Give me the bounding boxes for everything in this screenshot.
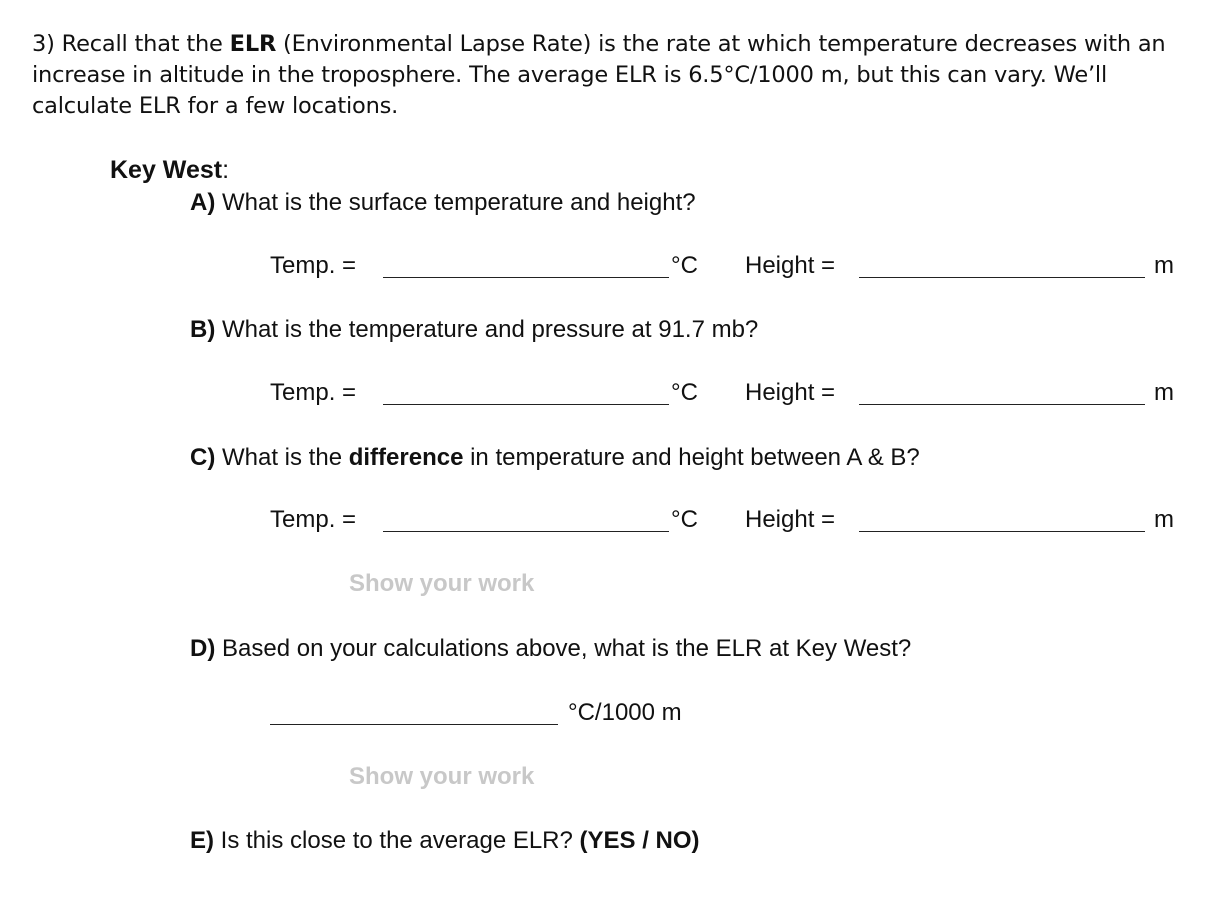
question-e-letter: E) bbox=[190, 827, 214, 854]
location-colon: : bbox=[222, 156, 230, 184]
section-title bbox=[110, 155, 229, 185]
temp-label: Temp. = bbox=[270, 379, 357, 406]
question-d-letter: D) bbox=[190, 635, 216, 662]
show-work-hint: Show your work bbox=[349, 570, 535, 597]
question-c-text-bold: difference bbox=[348, 444, 464, 471]
intro-text-post: (Environmental Lapse Rate) is the rate at which temperature decreases with an increase in altitude in the troposphere. The average ELR is 6.5°C/1000 m, but this can vary. We’ll calculate ELR for a few locations. bbox=[32, 31, 1166, 119]
height-unit: m bbox=[1154, 252, 1174, 279]
question-b-letter: B) bbox=[190, 316, 216, 343]
answer-row-a bbox=[270, 252, 1190, 286]
question-a-letter: A) bbox=[190, 189, 216, 216]
question-a-text: What is the surface temperature and height? bbox=[215, 189, 696, 216]
question-c-text-pre: What is the bbox=[215, 444, 349, 471]
elr-blank[interactable] bbox=[270, 724, 558, 725]
temp-unit: °C bbox=[671, 252, 698, 279]
intro-text-pre: 3) Recall that the bbox=[32, 31, 230, 57]
height-blank[interactable] bbox=[859, 277, 1145, 278]
height-label: Height = bbox=[745, 252, 836, 279]
location-name: Key West bbox=[110, 156, 223, 184]
question-a bbox=[190, 188, 696, 218]
yes-no-choice[interactable]: (YES / NO) bbox=[579, 827, 700, 854]
temp-blank[interactable] bbox=[383, 531, 669, 532]
height-unit: m bbox=[1154, 506, 1174, 533]
height-blank[interactable] bbox=[859, 531, 1145, 532]
temp-unit: °C bbox=[671, 379, 698, 406]
question-c-text-post: in temperature and height between A & B? bbox=[463, 444, 920, 471]
question-b bbox=[190, 315, 758, 345]
show-work-hint: Show your work bbox=[349, 763, 535, 790]
elr-unit: °C/1000 m bbox=[568, 699, 682, 726]
temp-label: Temp. = bbox=[270, 252, 357, 279]
height-blank[interactable] bbox=[859, 404, 1145, 405]
answer-row-d bbox=[270, 699, 710, 733]
question-e-text: Is this close to the average ELR? bbox=[214, 827, 580, 854]
intro-text-bold: ELR bbox=[229, 31, 277, 57]
question-d bbox=[190, 634, 911, 664]
answer-row-b bbox=[270, 379, 1190, 413]
question-e bbox=[190, 826, 700, 856]
height-label: Height = bbox=[745, 379, 836, 406]
question-b-text: What is the temperature and pressure at 91.7 mb? bbox=[215, 316, 759, 343]
temp-unit: °C bbox=[671, 506, 698, 533]
question-c-letter: C) bbox=[190, 444, 216, 471]
temp-label: Temp. = bbox=[270, 506, 357, 533]
height-unit: m bbox=[1154, 379, 1174, 406]
temp-blank[interactable] bbox=[383, 277, 669, 278]
answer-row-c bbox=[270, 506, 1190, 540]
intro-paragraph bbox=[32, 29, 1202, 122]
question-c bbox=[190, 443, 920, 473]
temp-blank[interactable] bbox=[383, 404, 669, 405]
height-label: Height = bbox=[745, 506, 836, 533]
question-d-text: Based on your calculations above, what is the ELR at Key West? bbox=[215, 635, 912, 662]
